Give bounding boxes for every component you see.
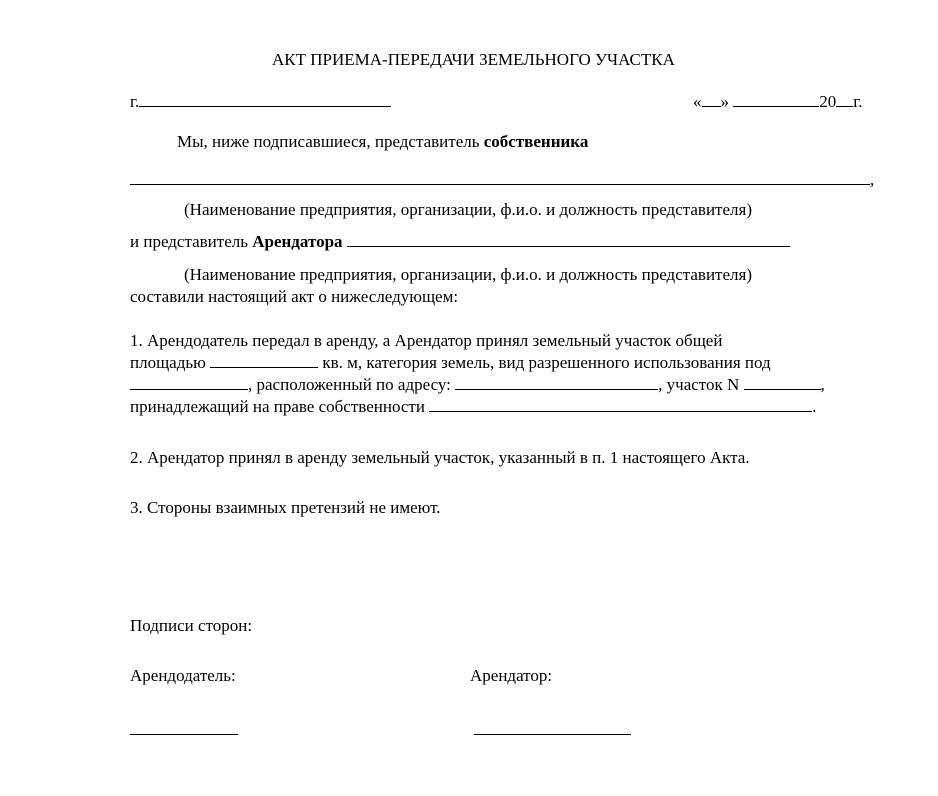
tenant-line	[130, 231, 790, 253]
item1-line1: 1. Арендодатель передал в аренду, а Арендатор принял земельный участок общей	[130, 331, 723, 350]
plot-number-blank	[744, 374, 821, 390]
use-blank	[130, 374, 248, 390]
line4-period: .	[812, 397, 817, 416]
area-label: площадью	[130, 353, 206, 372]
area-blank	[210, 352, 318, 368]
city-line	[130, 91, 391, 113]
item1-line2	[130, 352, 771, 374]
date-open-quote: «	[693, 92, 702, 111]
caption-1: (Наименование предприятия, организации, ф.и.о. и должность представителя)	[184, 200, 752, 219]
owner-blank-line	[130, 169, 874, 191]
city-blank	[139, 91, 391, 107]
composed-line: составили настоящий акт о нижеследующем:	[130, 287, 459, 306]
line3-comma: ,	[820, 375, 825, 394]
date-close-quote: »	[720, 92, 729, 111]
tenant-blank	[347, 231, 790, 247]
tenant-signature-line	[474, 734, 631, 735]
address-blank	[455, 374, 658, 390]
ownership-blank	[429, 396, 812, 412]
plot-number-label: , участок N	[658, 375, 740, 394]
tenant-label: Арендатор:	[470, 666, 553, 685]
document-title: АКТ ПРИЕМА-ПЕРЕДАЧИ ЗЕМЕЛЬНОГО УЧАСТКА	[272, 50, 675, 69]
day-blank	[702, 91, 721, 107]
tenant-text: и представитель	[130, 232, 248, 251]
landlord-signature-line	[130, 734, 238, 735]
owner-line-comma: ,	[870, 170, 875, 189]
item1-line4	[130, 396, 816, 418]
month-blank	[733, 91, 819, 107]
owner-blank	[130, 169, 870, 185]
year-blank	[836, 91, 853, 107]
year-suffix: г.	[853, 92, 863, 111]
intro-bold: собственника	[483, 132, 589, 151]
item1-line3	[130, 374, 825, 396]
item3: 3. Стороны взаимных претензий не имеют.	[130, 498, 441, 517]
year-prefix: 20	[819, 92, 837, 111]
intro-line	[177, 131, 588, 153]
intro-text: Мы, ниже подписавшиеся, представитель	[177, 132, 480, 151]
caption-2: (Наименование предприятия, организации, ф.и.о. и должность представителя)	[184, 265, 752, 284]
ownership-label: принадлежащий на праве собственности	[130, 397, 425, 416]
category-label: кв. м, категория земель, вид разрешенного использования под	[322, 353, 771, 372]
item2: 2. Арендатор принял в аренду земельный участок, указанный в п. 1 настоящего Акта.	[130, 448, 750, 467]
signatures-heading: Подписи сторон:	[130, 616, 253, 635]
date-line	[693, 91, 863, 113]
tenant-bold: Арендатора	[252, 232, 343, 251]
landlord-label: Арендодатель:	[130, 666, 236, 685]
address-label: , расположенный по адресу:	[248, 375, 451, 394]
city-prefix: г.	[130, 92, 140, 111]
